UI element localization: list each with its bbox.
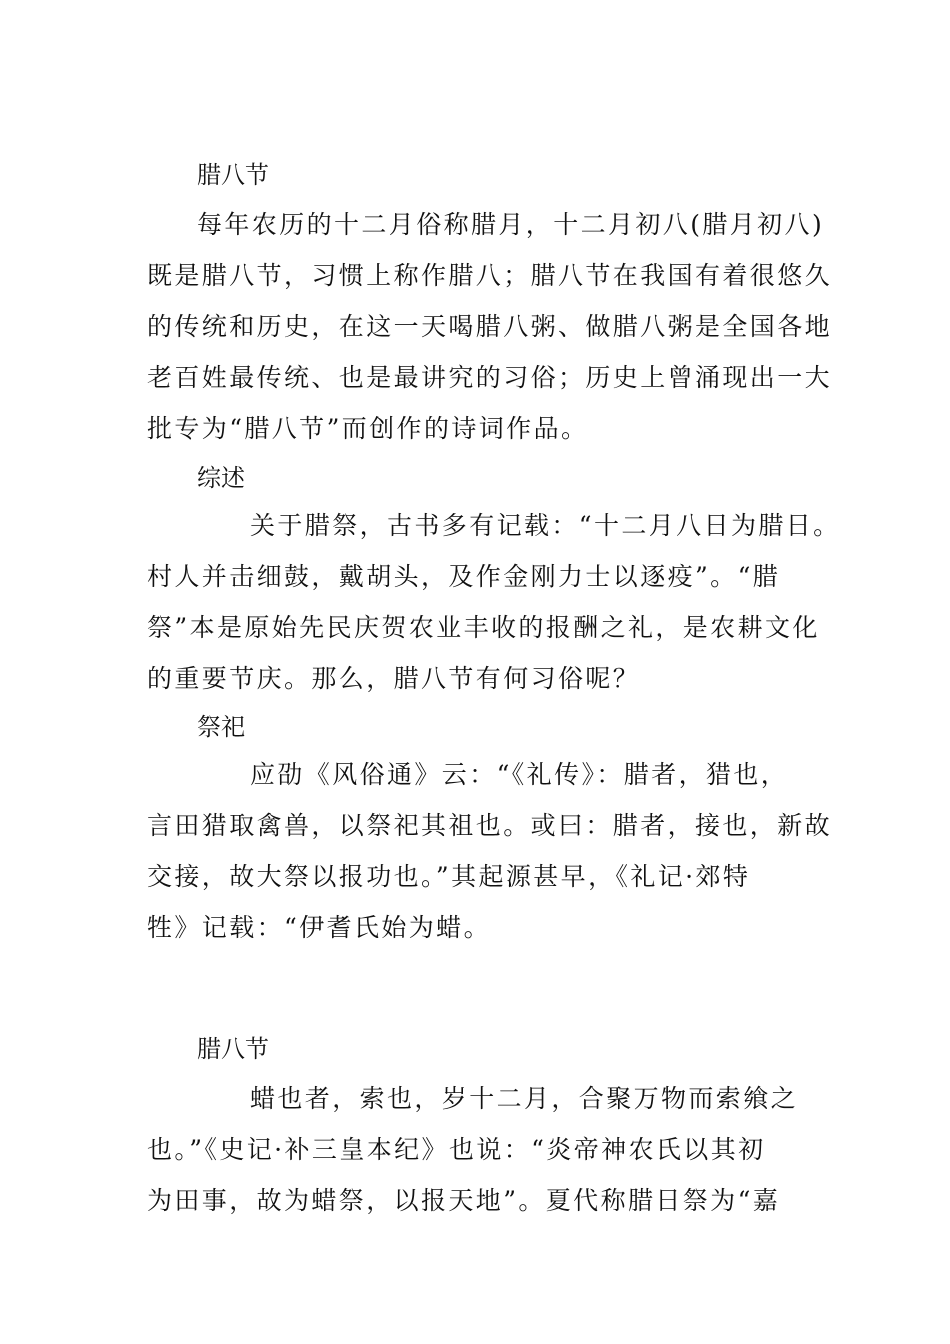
text-line: 批专为“腊八节”而创作的诗词作品。 [147, 414, 589, 443]
section-heading-sacrifice: 祭祀 [197, 713, 245, 741]
paragraph-origin [147, 1073, 837, 1226]
text-line: 蜡也者，索也，岁十二月，合聚万物而索飨之 [250, 1084, 799, 1113]
text-line: 的重要节庆。那么，腊八节有何习俗呢？ [147, 664, 641, 693]
text-line: 交接，故大祭以报功也。”其起源甚早，《礼记·郊特 [147, 862, 751, 891]
text-line: 为田事，故为蜡祭，以报天地”。夏代称腊日祭为“嘉 [147, 1186, 781, 1215]
text-line: 关于腊祭，古书多有记载：“十二月八日为腊日。 [250, 511, 841, 540]
text-line: 每年农历的十二月俗称腊月，十二月初八(腊月初八) [197, 210, 825, 239]
section-heading-overview: 综述 [197, 464, 245, 492]
section-heading-laba-2: 腊八节 [197, 1035, 269, 1063]
text-line: 也。”《史记·补三皇本纪》也说：“炎帝神农氏以其初 [147, 1135, 766, 1164]
text-line: 祭”本是原始先民庆贺农业丰收的报酬之礼，是农耕文化 [147, 613, 820, 642]
text-line: 应劭《风俗通》云：“《礼传》：腊者，猎也， [250, 760, 789, 789]
text-line: 既是腊八节，习惯上称作腊八；腊八节在我国有着很悠久 [147, 261, 833, 290]
section-heading-laba: 腊八节 [197, 161, 269, 189]
paragraph-sacrifice [147, 749, 837, 953]
paragraph-intro [147, 199, 837, 454]
paragraph-overview [147, 500, 841, 704]
text-line: 的传统和历史，在这一天喝腊八粥、做腊八粥是全国各地 [147, 312, 833, 341]
text-line: 老百姓最传统、也是最讲究的习俗；历史上曾涌现出一大 [147, 363, 833, 392]
text-line: 牲》记载：“伊耆氏始为蜡。 [147, 913, 491, 942]
text-line: 言田猎取禽兽，以祭祀其祖也。或曰：腊者，接也，新故 [147, 811, 833, 840]
text-line: 村人并击细鼓，戴胡头，及作金刚力士以逐疫”。“腊 [147, 562, 781, 591]
